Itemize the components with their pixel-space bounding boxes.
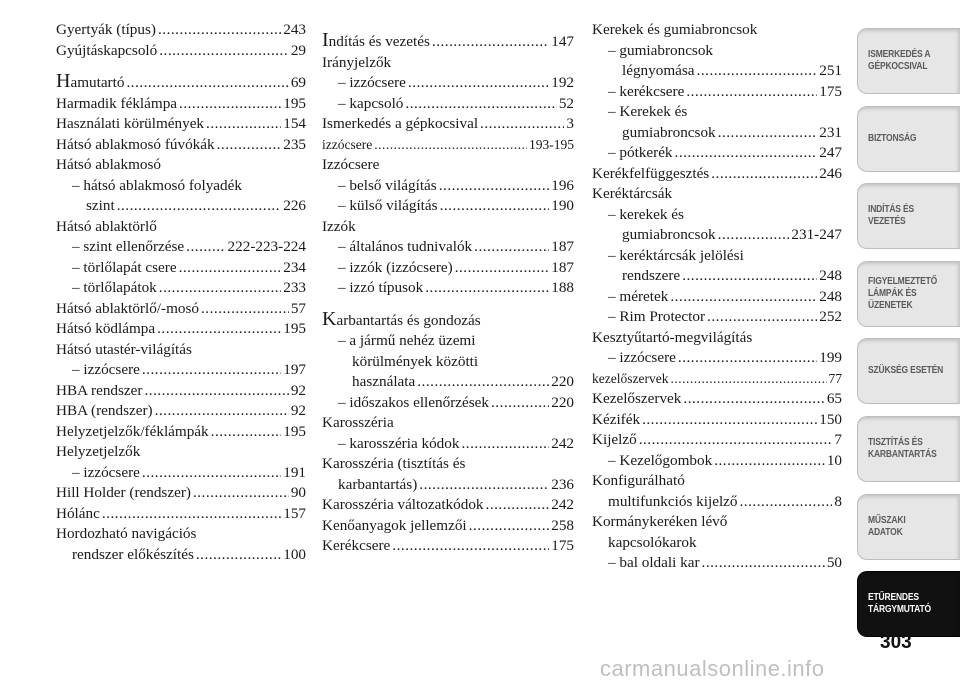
entry-term: – bal oldali kar bbox=[608, 554, 700, 571]
entry-page: 222-223-224 bbox=[227, 238, 306, 255]
entry-page: 247 bbox=[819, 144, 842, 161]
dot-leader bbox=[142, 463, 281, 484]
entry-term: Helyzetjelzők/féklámpák bbox=[56, 422, 209, 440]
entry-term-continued: gumiabroncsok bbox=[622, 226, 716, 243]
entry-term-rest: ndítás és vezetés bbox=[328, 33, 430, 50]
entry-term-rest: arbantartás és gondozás bbox=[336, 311, 481, 329]
entry-term: – méretek bbox=[608, 287, 669, 305]
entry-term: kezelőszervek bbox=[592, 370, 669, 386]
entry-page: 242 bbox=[551, 434, 574, 452]
entry-term: Használati körülmények bbox=[56, 115, 205, 132]
index-entry bbox=[322, 309, 574, 332]
entry-page: 50 bbox=[826, 554, 842, 571]
chapter-tab[interactable] bbox=[857, 494, 960, 560]
dot-leader bbox=[432, 32, 549, 53]
entry-term: Kezelőszervek bbox=[592, 390, 682, 407]
entry-term-continued: légnyomása bbox=[622, 62, 695, 79]
dot-leader bbox=[419, 475, 549, 496]
index-entry bbox=[322, 454, 574, 495]
chapter-tab[interactable] bbox=[857, 338, 960, 404]
entry-term: Kenőanyagok jellemzői bbox=[322, 516, 467, 534]
entry-term: – izzó típusok bbox=[338, 279, 424, 296]
index-entry bbox=[592, 328, 842, 349]
entry-page: 197 bbox=[283, 361, 306, 378]
entry-term: – szint ellenőrzése bbox=[72, 238, 185, 255]
index-entry bbox=[56, 340, 306, 361]
entry-term: Hordozható navigációs bbox=[56, 525, 197, 542]
dot-leader bbox=[405, 94, 556, 115]
dot-leader bbox=[425, 278, 549, 299]
entry-page: 92 bbox=[290, 402, 306, 419]
index-column-1 bbox=[56, 20, 306, 565]
index-entry bbox=[322, 237, 574, 258]
dot-leader bbox=[670, 287, 817, 308]
entry-term: – törlőlapátok bbox=[72, 279, 157, 296]
index-entry bbox=[322, 278, 574, 299]
index-entry bbox=[322, 94, 574, 115]
entry-term: Kormánykeréken lévő bbox=[592, 513, 728, 530]
index-entry bbox=[322, 53, 574, 74]
entry-page: 231 bbox=[819, 123, 842, 141]
index-entry bbox=[56, 217, 306, 238]
entry-page: 243 bbox=[283, 21, 306, 38]
chapter-tab-label: TISZTÍTÁS ÉS KARBANTARTÁS bbox=[868, 436, 937, 460]
dot-leader bbox=[159, 41, 289, 62]
dot-leader bbox=[179, 94, 281, 115]
entry-term-continued: rendszer előkészítés bbox=[72, 545, 194, 563]
index-column-2 bbox=[322, 20, 574, 557]
entry-term-continued: használata bbox=[352, 373, 416, 390]
index-entry bbox=[322, 155, 574, 176]
entry-page: 236 bbox=[551, 475, 574, 493]
entry-page: 52 bbox=[558, 94, 574, 112]
entry-term: – törlőlapát csere bbox=[72, 258, 177, 276]
index-entry bbox=[592, 20, 842, 41]
section-initial: K bbox=[322, 307, 337, 330]
entry-term: Hátsó ablaktörlő/-mosó bbox=[56, 299, 199, 317]
page-number: 303 bbox=[880, 632, 912, 653]
dot-leader bbox=[474, 237, 549, 258]
dot-leader bbox=[196, 545, 281, 566]
entry-term: – általános tudnivalók bbox=[338, 238, 473, 255]
entry-page: 226 bbox=[283, 197, 306, 214]
entry-page: 252 bbox=[819, 308, 842, 325]
chapter-tab[interactable] bbox=[857, 28, 960, 94]
index-entry bbox=[56, 299, 306, 320]
index-entry bbox=[56, 463, 306, 484]
entry-page: 69 bbox=[290, 74, 306, 91]
index-entry bbox=[322, 217, 574, 238]
entry-term-continued: multifunkciós kijelző bbox=[608, 492, 738, 510]
dot-leader bbox=[157, 319, 281, 340]
index-entry bbox=[56, 155, 306, 176]
index-entry bbox=[56, 237, 306, 258]
index-column-3 bbox=[592, 20, 842, 574]
entry-page: 57 bbox=[290, 299, 306, 317]
entry-term: – pótkerék bbox=[608, 144, 673, 161]
entry-term: Kesztyűtartó-megvilágítás bbox=[592, 328, 753, 346]
entry-term: Hátsó ablakmosó bbox=[56, 156, 162, 173]
dot-leader bbox=[102, 504, 281, 525]
index-entry bbox=[592, 553, 842, 574]
entry-page: 100 bbox=[283, 545, 306, 563]
entry-page: 220 bbox=[551, 393, 574, 411]
dot-leader bbox=[144, 381, 288, 402]
dot-leader bbox=[186, 237, 225, 258]
entry-page: 193-195 bbox=[529, 136, 574, 152]
chapter-tab-label: FIGYELMEZTETŐ LÁMPÁK ÉS ÜZENETEK bbox=[868, 275, 938, 311]
entry-term bbox=[322, 30, 430, 53]
index-entry bbox=[56, 258, 306, 279]
entry-term: – időszakos ellenőrzések bbox=[338, 393, 489, 411]
index-entry bbox=[322, 176, 574, 197]
entry-page: 10 bbox=[826, 451, 842, 469]
entry-term: Helyzetjelzők bbox=[56, 443, 141, 460]
dot-leader bbox=[480, 114, 564, 135]
dot-leader bbox=[417, 372, 549, 393]
entry-term: – izzók (izzócsere) bbox=[338, 258, 453, 276]
entry-page: 192 bbox=[551, 74, 574, 91]
chapter-tabs bbox=[857, 28, 960, 649]
dot-leader bbox=[469, 516, 550, 537]
dot-leader bbox=[217, 135, 282, 156]
dot-leader bbox=[707, 307, 817, 328]
dot-leader bbox=[193, 483, 289, 504]
index-entry bbox=[322, 114, 574, 135]
entry-term: – kapcsoló bbox=[338, 94, 404, 112]
dot-leader bbox=[683, 389, 824, 410]
index-entry bbox=[322, 495, 574, 516]
entry-term: Hátsó ködlámpa bbox=[56, 320, 156, 337]
index-entry bbox=[56, 381, 306, 402]
section-initial: I bbox=[322, 29, 329, 51]
entry-page: 3 bbox=[566, 115, 574, 132]
entry-term bbox=[322, 309, 481, 332]
entry-page: 29 bbox=[290, 41, 306, 59]
entry-term: HBA (rendszer) bbox=[56, 402, 153, 419]
index-entry bbox=[592, 287, 842, 308]
index-entry bbox=[592, 205, 842, 246]
entry-page: 175 bbox=[819, 82, 842, 100]
index-entry bbox=[56, 71, 306, 94]
index-entry bbox=[592, 41, 842, 82]
dot-leader bbox=[642, 410, 817, 431]
dot-leader bbox=[714, 451, 825, 472]
dot-leader bbox=[155, 401, 289, 422]
index-entry bbox=[322, 258, 574, 279]
index-entry bbox=[322, 536, 574, 557]
index-entry bbox=[322, 516, 574, 537]
entry-term bbox=[56, 71, 124, 94]
chapter-tab-label: BIZTONSÁG bbox=[868, 132, 917, 144]
dot-leader bbox=[697, 61, 818, 82]
index-entry bbox=[592, 389, 842, 410]
entry-page: 234 bbox=[283, 258, 306, 276]
entry-page: 251 bbox=[819, 62, 842, 79]
entry-page: 242 bbox=[551, 496, 574, 513]
index-entry bbox=[56, 504, 306, 525]
dot-leader bbox=[117, 196, 282, 217]
entry-page: 188 bbox=[551, 279, 574, 296]
index-entry bbox=[592, 102, 842, 143]
dot-leader bbox=[491, 393, 549, 414]
chapter-tab[interactable] bbox=[857, 261, 960, 327]
entry-page: 175 bbox=[551, 537, 574, 554]
index-entry bbox=[56, 278, 306, 299]
index-entry bbox=[322, 331, 574, 393]
entry-page: 65 bbox=[826, 390, 842, 407]
chapter-tab-label: ETŰRENDES TÁRGYMUTATÓ bbox=[868, 592, 931, 616]
entry-term: – kerekek és bbox=[608, 205, 684, 223]
chapter-tab[interactable] bbox=[857, 571, 960, 637]
index-entry bbox=[56, 401, 306, 422]
index-entry bbox=[592, 164, 842, 185]
entry-term: – gumiabroncsok bbox=[608, 41, 714, 59]
entry-term: Gyújtáskapcsoló bbox=[56, 41, 158, 59]
entry-page: 231-247 bbox=[791, 226, 842, 243]
entry-term: Ismerkedés a gépkocsival bbox=[322, 115, 479, 132]
index-entry bbox=[592, 410, 842, 431]
entry-page: 157 bbox=[283, 504, 306, 522]
index-entry bbox=[592, 348, 842, 369]
index-entry bbox=[56, 20, 306, 41]
entry-page: 235 bbox=[283, 135, 306, 153]
entry-page: 246 bbox=[819, 164, 842, 182]
index-entry bbox=[592, 143, 842, 164]
entry-term: Konfigurálható bbox=[592, 472, 685, 489]
index-entry bbox=[56, 41, 306, 62]
entry-term: izzócsere bbox=[322, 136, 373, 152]
index-entry bbox=[592, 82, 842, 103]
index-entry bbox=[56, 94, 306, 115]
dot-leader bbox=[159, 278, 281, 299]
index-entry bbox=[56, 442, 306, 463]
entry-page: 90 bbox=[290, 484, 306, 501]
dot-leader bbox=[201, 299, 289, 320]
index-entry bbox=[592, 471, 842, 512]
chapter-tab[interactable] bbox=[857, 416, 960, 482]
entry-term: – izzócsere bbox=[72, 361, 140, 378]
entry-term: Izzócsere bbox=[322, 156, 380, 173]
entry-page: 220 bbox=[551, 373, 574, 390]
index-entry bbox=[592, 369, 842, 390]
entry-term-continued: gumiabroncsok bbox=[622, 123, 716, 141]
entry-term: Hill Holder (rendszer) bbox=[56, 484, 191, 501]
entry-term: Izzók bbox=[322, 217, 356, 235]
dot-leader bbox=[678, 348, 817, 369]
dot-leader bbox=[142, 360, 281, 381]
entry-term: HBA rendszer bbox=[56, 381, 143, 399]
index-entry bbox=[322, 413, 574, 434]
dot-leader bbox=[455, 258, 550, 279]
index-entry bbox=[322, 434, 574, 455]
chapter-tab[interactable] bbox=[857, 106, 960, 172]
index-entry bbox=[56, 422, 306, 443]
entry-term: – hátsó ablakmosó folyadék bbox=[72, 176, 242, 194]
index-entry bbox=[592, 451, 842, 472]
chapter-tab-label: MŰSZAKI ADATOK bbox=[868, 514, 906, 538]
entry-term: Karosszéria (tisztítás és bbox=[322, 455, 466, 472]
dot-leader bbox=[392, 536, 549, 557]
entry-term: Hátsó ablaktörlő bbox=[56, 217, 157, 235]
entry-term: Kerékfelfüggesztés bbox=[592, 164, 710, 182]
entry-term-continued: kapcsolókarok bbox=[608, 533, 697, 551]
dot-leader bbox=[440, 196, 550, 217]
dot-leader bbox=[211, 422, 282, 443]
index-entry bbox=[56, 135, 306, 156]
chapter-tab-label: SZÜKSÉG ESETÉN bbox=[868, 365, 944, 377]
entry-page: 154 bbox=[283, 115, 306, 132]
entry-term: Kerékcsere bbox=[322, 537, 391, 554]
section-initial: H bbox=[56, 70, 71, 92]
dot-leader bbox=[682, 266, 817, 287]
index-entry bbox=[56, 483, 306, 504]
entry-term: – Kerekek és bbox=[608, 103, 688, 120]
index-entry bbox=[56, 114, 306, 135]
entry-term-continued: karbantartás) bbox=[338, 475, 418, 493]
index-entry bbox=[322, 73, 574, 94]
entry-page: 196 bbox=[551, 176, 574, 194]
entry-page: 190 bbox=[551, 197, 574, 214]
dot-leader bbox=[206, 114, 281, 135]
index-entry bbox=[592, 307, 842, 328]
entry-page: 233 bbox=[283, 279, 306, 296]
dot-leader bbox=[439, 176, 550, 197]
dot-leader bbox=[711, 164, 817, 185]
entry-page: 77 bbox=[828, 370, 842, 386]
dot-leader bbox=[126, 73, 288, 94]
entry-term: – izzócsere bbox=[608, 349, 676, 366]
entry-term: – karosszéria kódok bbox=[338, 434, 460, 452]
dot-leader bbox=[461, 434, 549, 455]
dot-leader bbox=[179, 258, 282, 279]
entry-term: – izzócsere bbox=[338, 74, 406, 91]
dot-leader bbox=[486, 495, 550, 516]
entry-term: – Rim Protector bbox=[608, 308, 706, 325]
entry-term: – keréktárcsák jelölési bbox=[608, 246, 744, 264]
dot-leader bbox=[675, 143, 818, 164]
entry-term: Irányjelzők bbox=[322, 53, 392, 71]
index-entry bbox=[322, 30, 574, 53]
index-entry bbox=[592, 184, 842, 205]
entry-page: 195 bbox=[283, 94, 306, 112]
entry-page: 8 bbox=[834, 492, 842, 510]
entry-page: 147 bbox=[551, 33, 574, 50]
chapter-tab-label: ISMERKEDÉS A GÉPKOCSIVAL bbox=[868, 49, 931, 72]
entry-term: Hólánc bbox=[56, 504, 100, 522]
entry-term: Kijelző bbox=[592, 431, 637, 448]
chapter-tab[interactable] bbox=[857, 183, 960, 249]
dot-leader bbox=[670, 369, 826, 390]
index-entry bbox=[56, 360, 306, 381]
entry-term-continued: rendszere bbox=[622, 267, 681, 284]
entry-term: Kézifék bbox=[592, 410, 641, 428]
dot-leader bbox=[740, 492, 833, 513]
entry-page: 187 bbox=[551, 238, 574, 255]
entry-term: – kerékcsere bbox=[608, 82, 685, 100]
entry-page: 248 bbox=[819, 287, 842, 305]
entry-term-continued: körülmények közötti bbox=[352, 352, 479, 370]
entry-term: Hátsó ablakmosó fúvókák bbox=[56, 135, 215, 153]
dot-leader bbox=[718, 225, 790, 246]
entry-term: Karosszéria bbox=[322, 414, 394, 431]
entry-term-rest: amutartó bbox=[70, 74, 125, 91]
chapter-tab-label: INDÍTÁS ÉS VEZETÉS bbox=[868, 204, 915, 228]
entry-page: 195 bbox=[283, 320, 306, 337]
entry-term: Keréktárcsák bbox=[592, 185, 673, 202]
entry-page: 187 bbox=[551, 258, 574, 276]
entry-page: 191 bbox=[283, 463, 306, 481]
index-entry bbox=[322, 135, 574, 156]
entry-page: 195 bbox=[283, 422, 306, 440]
entry-page: 248 bbox=[819, 267, 842, 284]
entry-term: Hátsó utastér-világítás bbox=[56, 340, 192, 358]
index-entry bbox=[322, 393, 574, 414]
entry-term: – külső világítás bbox=[338, 197, 438, 214]
index-entry bbox=[322, 196, 574, 217]
index-entry bbox=[592, 512, 842, 553]
entry-page: 150 bbox=[819, 410, 842, 428]
dot-leader bbox=[158, 20, 281, 41]
index-entry bbox=[56, 319, 306, 340]
entry-term: Harmadik féklámpa bbox=[56, 94, 178, 112]
watermark-text: carmanualsonline.info bbox=[600, 656, 825, 681]
entry-term: – Kezelőgombok bbox=[608, 451, 713, 469]
entry-term: Karosszéria változatkódok bbox=[322, 496, 484, 513]
dot-leader bbox=[408, 73, 549, 94]
dot-leader bbox=[374, 135, 527, 156]
entry-page: 258 bbox=[551, 516, 574, 534]
dot-leader bbox=[686, 82, 817, 103]
entry-page: 92 bbox=[290, 381, 306, 399]
entry-term-continued: szint bbox=[86, 197, 115, 214]
entry-term: Gyertyák (típus) bbox=[56, 21, 156, 38]
index-entry bbox=[592, 246, 842, 287]
index-entry bbox=[56, 524, 306, 565]
dot-leader bbox=[639, 430, 833, 451]
entry-term: Kerekek és gumiabroncsok bbox=[592, 21, 758, 38]
entry-term: – belső világítás bbox=[338, 176, 437, 194]
entry-term: – a jármű nehéz üzemi bbox=[338, 332, 476, 349]
dot-leader bbox=[702, 553, 825, 574]
entry-page: 7 bbox=[834, 431, 842, 448]
entry-term: – izzócsere bbox=[72, 463, 140, 481]
entry-page: 199 bbox=[819, 349, 842, 366]
index-entry bbox=[56, 176, 306, 217]
index-entry bbox=[592, 430, 842, 451]
dot-leader bbox=[718, 123, 818, 144]
